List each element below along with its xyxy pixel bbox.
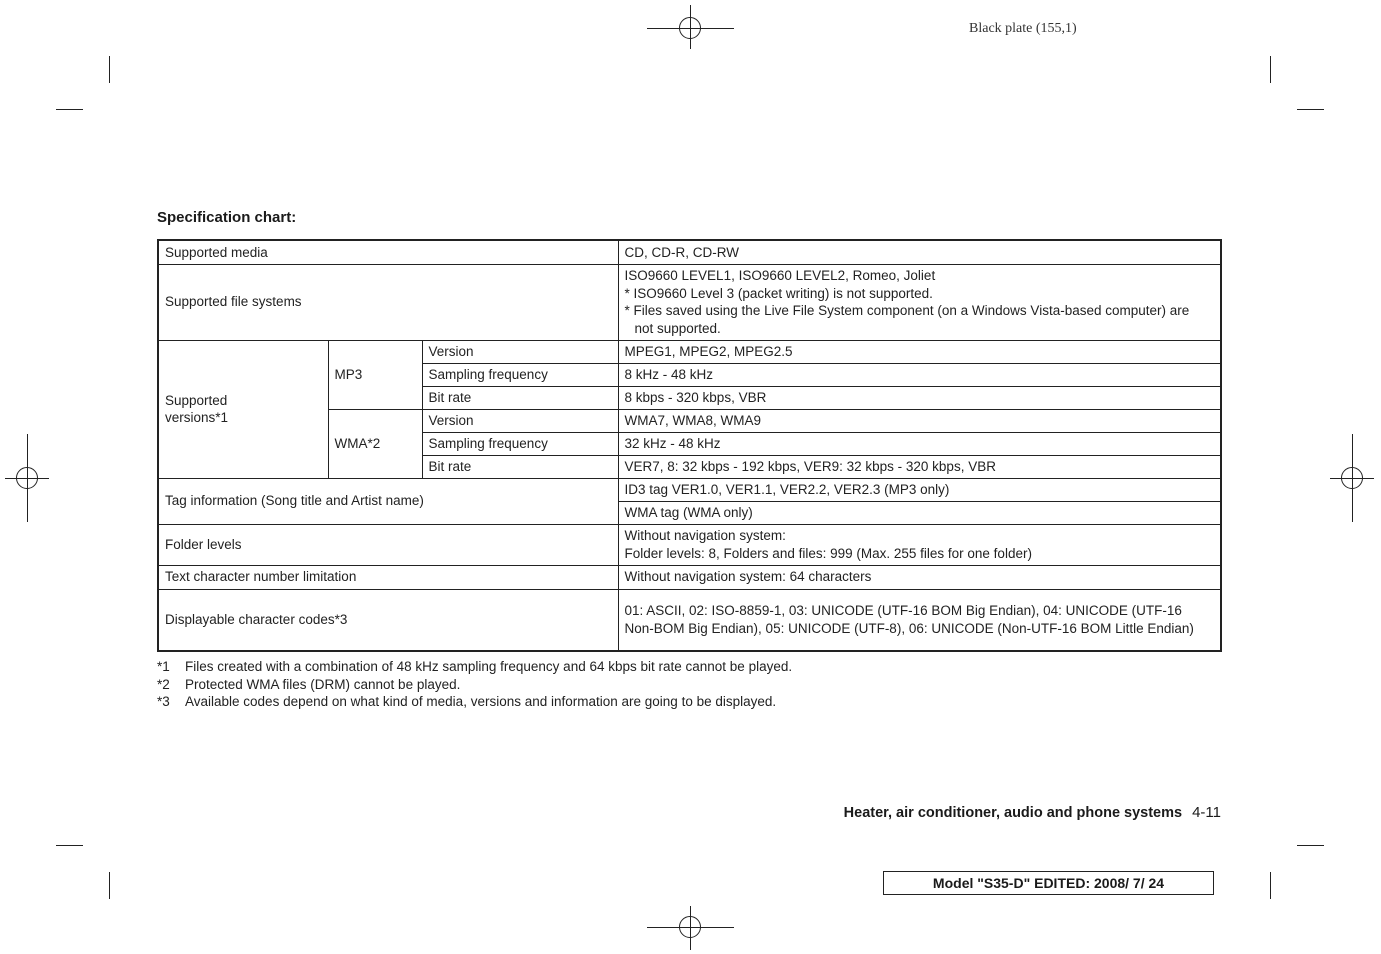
row-value: Without navigation system: 64 characters [618, 565, 1221, 589]
row-value: MPEG1, MPEG2, MPEG2.5 [618, 340, 1221, 363]
table-row [158, 589, 1221, 651]
footnote-text: Files created with a combination of 48 kHz sampling frequency and 64 kbps bit rate cannot be played. [185, 659, 793, 674]
row-value: 01: ASCII, 02: ISO-8859-1, 03: UNICODE (UTF-16 BOM Big Endian), 04: UNICODE (UTF-16 Non-BOM Big Endian), 05: UNICODE (UTF-8), 06: UNICODE (Non-UTF-16 BOM Little Endian) [618, 589, 1221, 651]
table-row [158, 524, 1221, 565]
attribute-label: Bit rate [422, 455, 618, 478]
row-value [618, 264, 1221, 340]
row-value: WMA7, WMA8, WMA9 [618, 409, 1221, 432]
registration-target-icon [16, 467, 38, 489]
attribute-label: Version [422, 409, 618, 432]
section-name: Heater, air conditioner, audio and phone systems [843, 805, 1183, 821]
row-value: CD, CD-R, CD-RW [618, 240, 1221, 264]
specification-table [157, 239, 1222, 652]
row-value: 32 kHz - 48 kHz [618, 432, 1221, 455]
row-label: Displayable character codes*3 [158, 589, 618, 651]
footnote [157, 659, 792, 674]
registration-target-icon [679, 17, 701, 39]
table-row [158, 478, 1221, 501]
registration-target-icon [679, 916, 701, 938]
row-label: Folder levels [158, 524, 618, 565]
table-row [158, 340, 1221, 363]
section-title: Specification chart: [157, 209, 297, 226]
format-label: MP3 [328, 340, 422, 409]
footnote-text: Available codes depend on what kind of media, versions and information are going to be displayed. [185, 694, 777, 709]
value-line: not supported. [634, 320, 721, 336]
footnote-mark: *1 [157, 659, 170, 674]
table-row [158, 565, 1221, 589]
footnote [157, 694, 776, 709]
row-label: Supported media [158, 240, 618, 264]
plate-label: Black plate (155,1) [969, 21, 1077, 36]
label-line: versions*1 [165, 410, 229, 425]
row-label: Tag information (Song title and Artist name) [158, 478, 618, 524]
attribute-label: Version [422, 340, 618, 363]
footnote-text: Protected WMA files (DRM) cannot be played. [185, 677, 461, 692]
footnote [157, 677, 460, 692]
page-number: 4-11 [1192, 804, 1221, 821]
table-row [158, 264, 1221, 340]
footnote-mark: *3 [157, 694, 170, 709]
label-line: Supported [165, 392, 228, 408]
attribute-label: Sampling frequency [422, 363, 618, 386]
value-line: * Files saved using the Live File System component (on a Windows Vista-based computer) are [624, 303, 1190, 318]
row-value: 8 kbps - 320 kbps, VBR [618, 386, 1221, 409]
footer-section-title [844, 804, 1221, 821]
row-value: WMA tag (WMA only) [618, 501, 1221, 524]
registration-target-icon [1341, 467, 1363, 489]
footnote-mark: *2 [157, 677, 170, 692]
row-label [158, 340, 328, 478]
value-line: Without navigation system: [624, 528, 786, 543]
value-line: ISO9660 LEVEL1, ISO9660 LEVEL2, Romeo, Joliet [624, 268, 936, 283]
format-label: WMA*2 [328, 409, 422, 478]
row-value: 8 kHz - 48 kHz [618, 363, 1221, 386]
row-value [618, 524, 1221, 565]
row-value: ID3 tag VER1.0, VER1.1, VER2.2, VER2.3 (MP3 only) [618, 478, 1221, 501]
table-row [158, 240, 1221, 264]
model-edited-box: Model "S35-D" EDITED: 2008/ 7/ 24 [883, 871, 1214, 895]
value-line: Folder levels: 8, Folders and files: 999 (Max. 255 files for one folder) [624, 545, 1032, 561]
attribute-label: Sampling frequency [422, 432, 618, 455]
attribute-label: Bit rate [422, 386, 618, 409]
row-value: VER7, 8: 32 kbps - 192 kbps, VER9: 32 kbps - 320 kbps, VBR [618, 455, 1221, 478]
row-label: Supported file systems [158, 264, 618, 340]
value-line: * ISO9660 Level 3 (packet writing) is not supported. [624, 285, 933, 301]
row-label: Text character number limitation [158, 565, 618, 589]
